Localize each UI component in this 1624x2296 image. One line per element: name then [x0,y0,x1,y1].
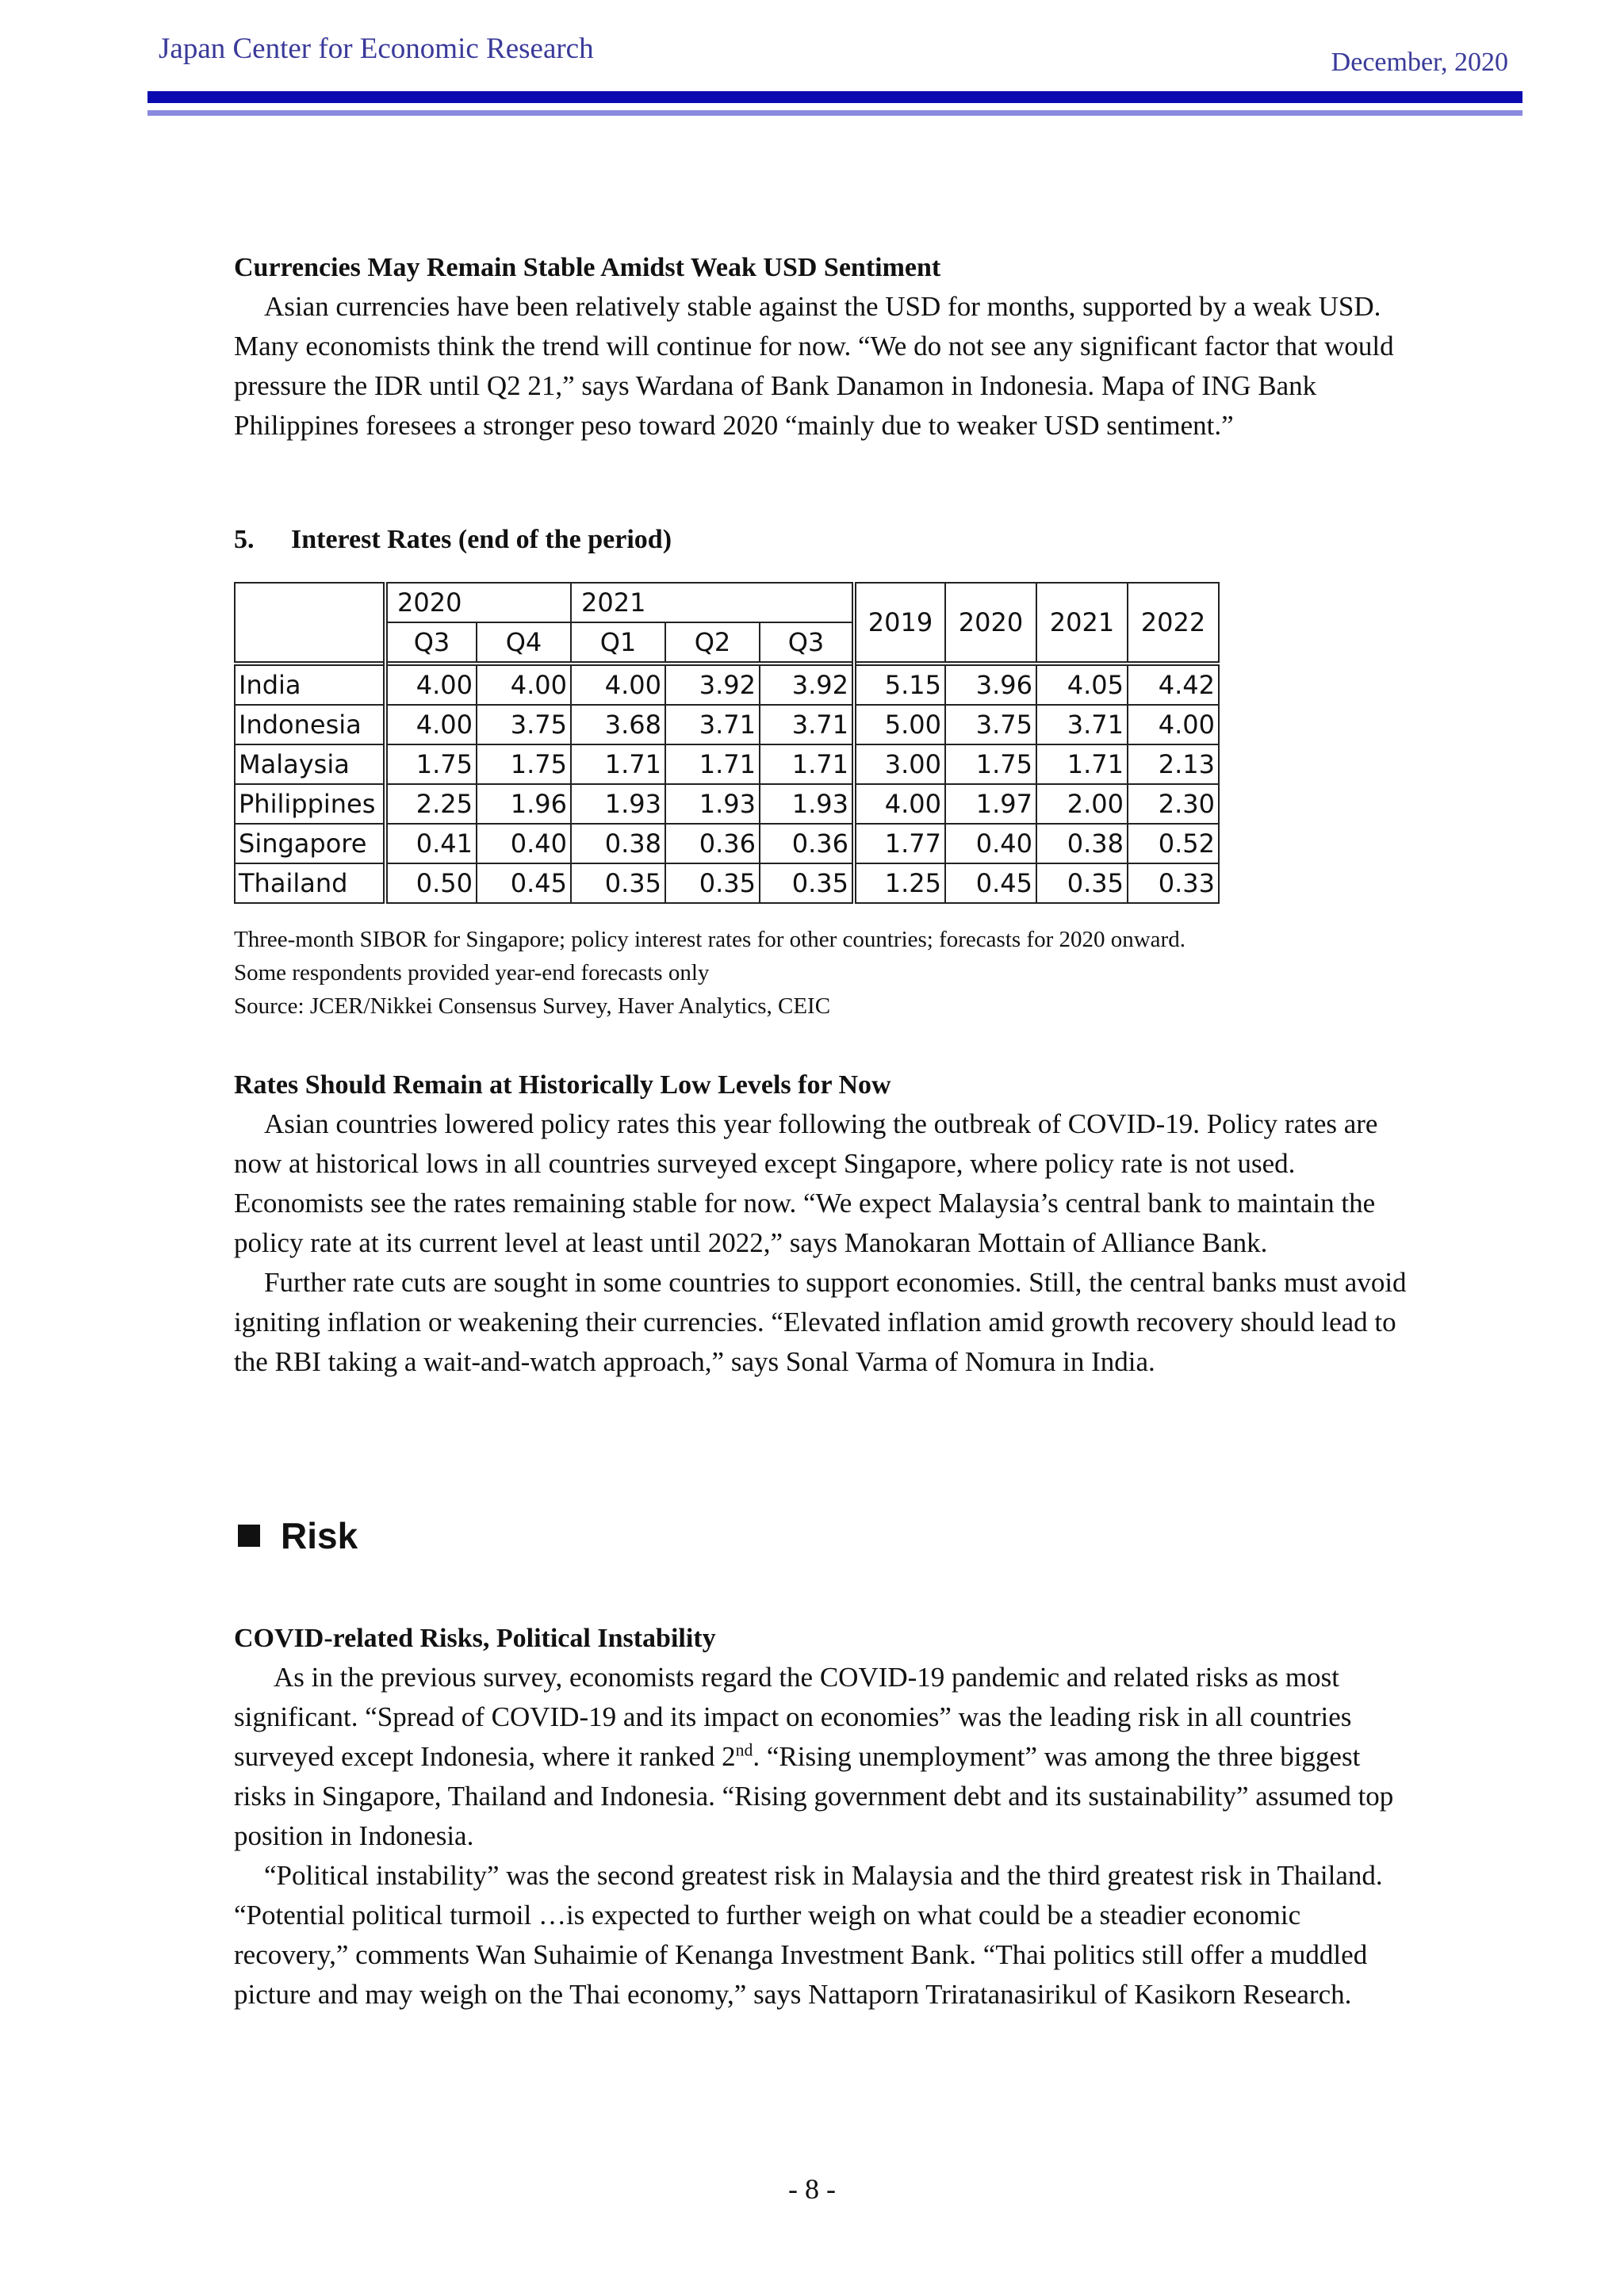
table-cell: 3.71 [1036,705,1128,744]
table-cell: 4.05 [1036,664,1128,705]
table-cell: 4.00 [385,664,477,705]
table-cell: 0.52 [1128,824,1219,863]
section-heading: Currencies May Remain Stable Amidst Weak USD Sentiment [234,253,941,282]
table-cell: 3.68 [571,705,665,744]
risk-title: Risk [281,1515,358,1556]
table-cell: 0.35 [571,863,665,903]
table-year-2021: 2021 [571,583,854,622]
table-cell: 2.13 [1128,744,1219,784]
table-country: Thailand [235,863,385,903]
table-cell: 3.71 [760,705,854,744]
table-cell: 0.40 [477,824,571,863]
risk-p1-start: As in the previous survey, economists regard the COVID-19 pandemic and related risks as most significant. “Spread of COVID-19 and its impact on economies” was the leading risk in all countries surveyed except Indonesia, where it ranked 2 [234,1662,1352,1772]
table-cell: 2.25 [385,784,477,824]
table-annual-header: 2020 [945,583,1036,664]
section-paragraph: Asian currencies have been relatively stable against the USD for months, supported by a weak USD. Many economists think the trend will continue for now. “We do not see any significant factor that would pressure the IDR until Q2 21,” says Wardana of Bank Danamon in Indonesia. Mapa of ING Bank Philippines foresees a stronger peso toward 2020 “mainly due to weaker USD sentiment.” [234,291,1394,441]
section-currencies [234,249,1408,446]
header-date: December, 2020 [1331,48,1508,77]
table-cell: 0.45 [477,863,571,903]
table-country: India [235,664,385,705]
table-year-2020: 2020 [385,583,571,622]
table-cell: 1.97 [945,784,1036,824]
square-bullet-icon [238,1525,260,1547]
table-cell: 0.33 [1128,863,1219,903]
table-country: Malaysia [235,744,385,784]
table-cell: 1.93 [665,784,760,824]
table-cell: 2.00 [1036,784,1128,824]
superscript-nd: nd [735,1740,753,1760]
table-cell: 3.75 [477,705,571,744]
section-risk [234,1620,1408,2015]
table-cell: 5.15 [854,664,945,705]
table-annual-header: 2019 [854,583,945,664]
table-cell: 2.30 [1128,784,1219,824]
table-country: Philippines [235,784,385,824]
section-paragraph: Further rate cuts are sought in some countries to support economies. Still, the central banks must avoid igniting inflation or weakening their currencies. “Elevated inflation amid growth recovery should lead to the RBI taking a wait-and-watch approach,” says Sonal Varma of Nomura in India. [234,1267,1407,1377]
table-cell: 1.93 [571,784,665,824]
header-rule-thick [147,91,1522,103]
table-cell: 5.00 [854,705,945,744]
table-row [235,744,1219,784]
table-note: Three-month SIBOR for Singapore; policy interest rates for other countries; forecasts for 2020 onward. [234,927,1185,952]
risk-heading [238,1514,358,1557]
table-cell: 1.71 [571,744,665,784]
table-row [235,784,1219,824]
table-title-text: Interest Rates (end of the period) [291,525,672,554]
table-row [235,824,1219,863]
section-heading: Rates Should Remain at Historically Low Levels for Now [234,1070,891,1100]
table-quarter-header: Q1 [571,622,665,664]
table-cell: 4.00 [854,784,945,824]
table-country: Indonesia [235,705,385,744]
table-annual-header: 2022 [1128,583,1219,664]
table-cell: 1.77 [854,824,945,863]
table-cell: 1.75 [385,744,477,784]
table-quarter-header: Q3 [385,622,477,664]
table-cell: 0.38 [571,824,665,863]
table-row [235,664,1219,705]
table-title [234,525,672,555]
table-notes [234,923,1185,1023]
table-quarter-header: Q2 [665,622,760,664]
table-quarter-header: Q3 [760,622,854,664]
table-cell: 0.35 [760,863,854,903]
table-cell: 1.71 [1036,744,1128,784]
table-cell: 0.38 [1036,824,1128,863]
table-header-row-years [235,583,1219,622]
table-cell: 4.00 [385,705,477,744]
section-paragraph: Asian countries lowered policy rates this year following the outbreak of COVID-19. Policy rates are now at historical lows in all countries surveyed except Singapore, where policy rate is not used. Economists see the rates remaining stable for now. “We expect Malaysia’s central bank to maintain the policy rate at its current level at least until 2022,” says Manokaran Mottain of Alliance Bank. [234,1108,1378,1258]
table-cell: 0.50 [385,863,477,903]
table-cell: 3.96 [945,664,1036,705]
table-row [235,705,1219,744]
table-cell: 3.92 [760,664,854,705]
table-cell: 1.25 [854,863,945,903]
table-cell: 3.75 [945,705,1036,744]
table-cell: 0.36 [665,824,760,863]
section-paragraph [234,1658,1408,1856]
table-cell: 4.00 [477,664,571,705]
table-cell: 3.71 [665,705,760,744]
table-cell: 0.45 [945,863,1036,903]
table-cell: 4.42 [1128,664,1219,705]
risk-p1-end: . “Rising unemployment” was among the three biggest risks in Singapore, Thailand and Indonesia. “Rising government debt and its sustainability” assumed top position in Indonesia. [234,1741,1394,1851]
table-cell: 0.35 [1036,863,1128,903]
table-cell: 1.71 [760,744,854,784]
interest-rates-table [234,582,1220,904]
header-rule-thin [147,110,1522,116]
table-note: Source: JCER/Nikkei Consensus Survey, Haver Analytics, CEIC [234,993,831,1019]
table-cell: 0.35 [665,863,760,903]
header-org: Japan Center for Economic Research [159,33,594,65]
table-number: 5. [234,525,255,554]
section-heading: COVID-related Risks, Political Instability [234,1624,716,1653]
table-cell: 1.93 [760,784,854,824]
table-cell: 3.92 [665,664,760,705]
table-corner-cell [235,583,385,664]
table-quarter-header: Q4 [477,622,571,664]
table-cell: 1.75 [477,744,571,784]
table-cell: 1.75 [945,744,1036,784]
table-cell: 3.00 [854,744,945,784]
table-country: Singapore [235,824,385,863]
table-cell: 4.00 [1128,705,1219,744]
section-rates [234,1066,1408,1382]
table-cell: 1.96 [477,784,571,824]
section-paragraph: “Political instability” was the second greatest risk in Malaysia and the third greatest risk in Thailand. “Potential political turmoil …is expected to further weigh on what could be a steadier economic recovery,” comments Wan Suhaimie of Kenanga Investment Bank. “Thai politics still offer a muddled picture and may weigh on the Thai economy,” says Nattaporn Triratanasirikul of Kasikorn Research. [234,1860,1383,2010]
table-cell: 4.00 [571,664,665,705]
table-note: Some respondents provided year-end forecasts only [234,960,710,985]
table-cell: 0.40 [945,824,1036,863]
table-cell: 0.41 [385,824,477,863]
table-cell: 0.36 [760,824,854,863]
table-annual-header: 2021 [1036,583,1128,664]
table-row [235,863,1219,903]
table-cell: 1.71 [665,744,760,784]
page-number: - 8 - [788,2173,836,2205]
